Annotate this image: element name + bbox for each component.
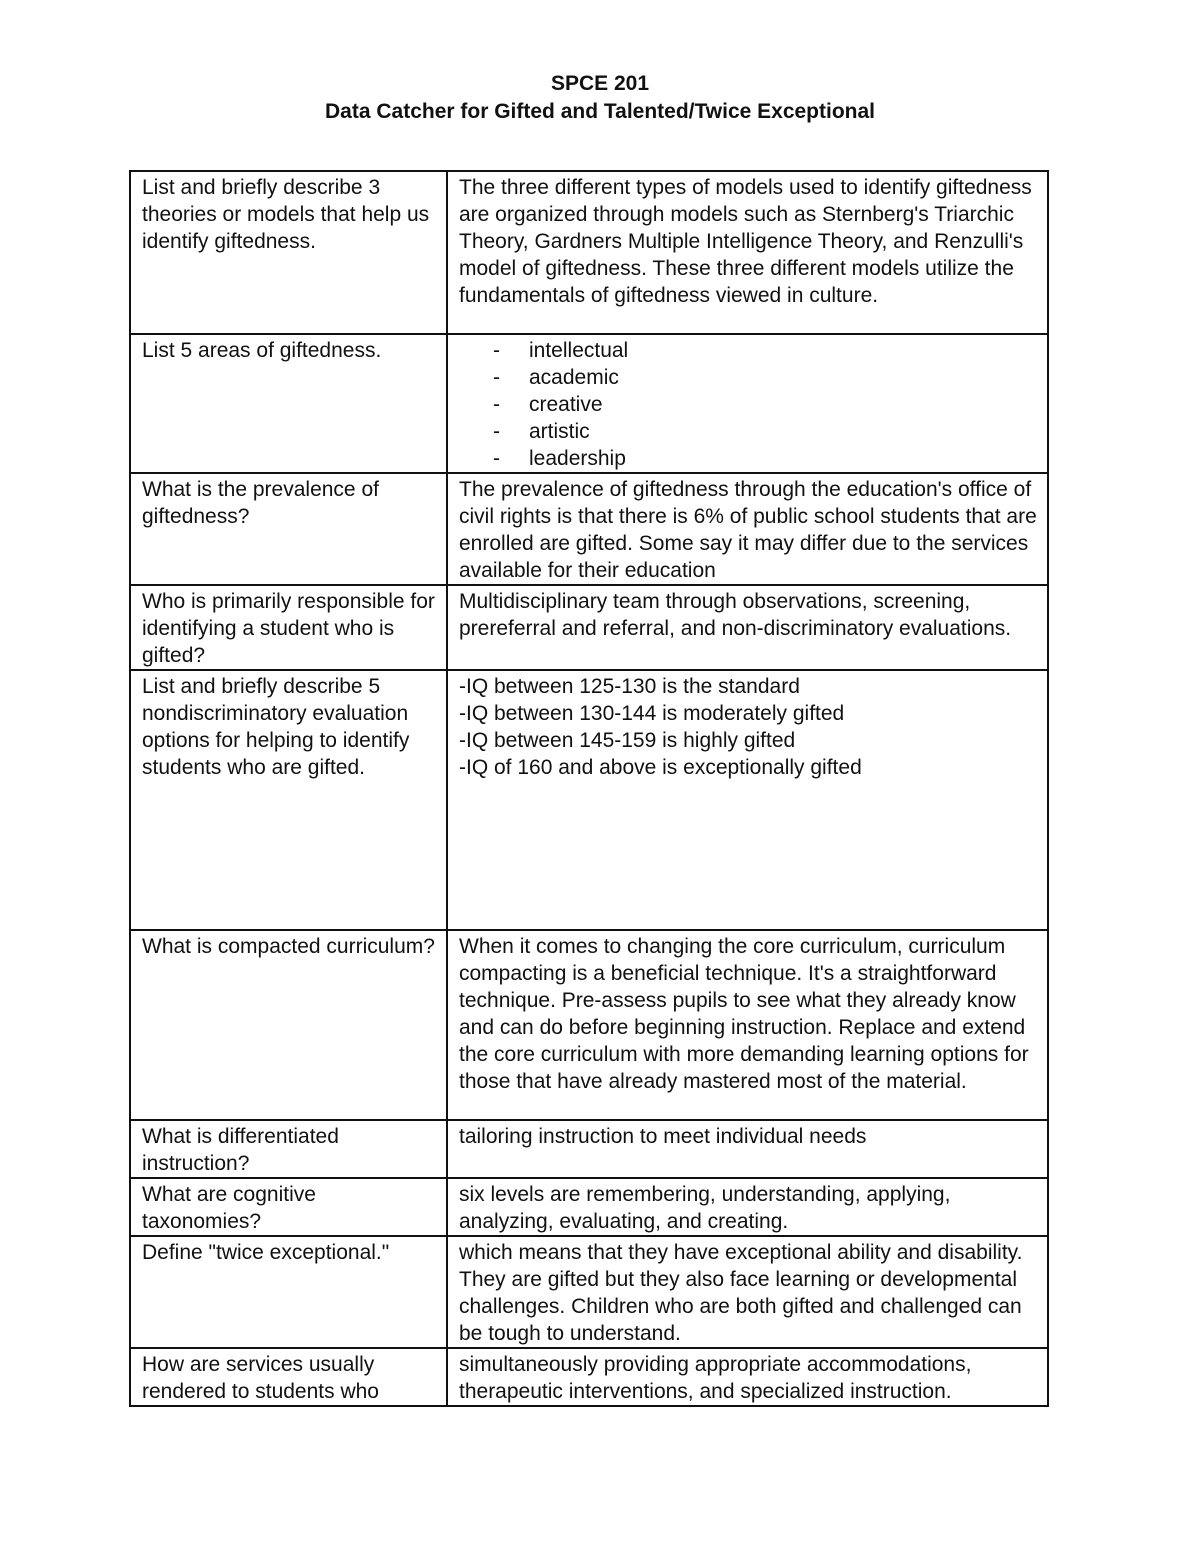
list-item: - creative	[493, 391, 1037, 418]
iq-range-line: -IQ between 145-159 is highly gifted	[459, 729, 796, 752]
list-item: - academic	[493, 364, 1037, 391]
table-row	[130, 171, 1048, 334]
answer-cell	[447, 670, 1048, 930]
question-cell: Who is primarily responsible for identifying a student who is gifted?	[130, 585, 447, 670]
table-row	[130, 1120, 1048, 1178]
document-header	[0, 70, 1200, 126]
answer-cell: simultaneously providing appropriate accommodations, therapeutic interventions, and specialized instruction.	[447, 1348, 1048, 1406]
answer-cell: The three different types of models used to identify giftedness are organized through models such as Sternberg's Triarchic Theory, Gardners Multiple Intelligence Theory, and Renzulli's model of giftedness. These three different models utilize the fundamentals of giftedness viewed in culture.	[447, 171, 1048, 334]
answer-cell: six levels are remembering, understanding, applying, analyzing, evaluating, and creating.	[447, 1178, 1048, 1236]
answer-cell: tailoring instruction to meet individual needs	[447, 1120, 1048, 1178]
answer-cell: When it comes to changing the core curriculum, curriculum compacting is a beneficial technique. It's a straightforward technique. Pre-assess pupils to see what they already know and can do before beginning instruction. Replace and extend the core curriculum with more demanding learning options for those that have already mastered most of the material.	[447, 930, 1048, 1120]
question-cell: What is compacted curriculum?	[130, 930, 447, 1120]
list-item: - leadership	[493, 445, 1037, 472]
answer-cell: Multidisciplinary team through observations, screening, prereferral and referral, and non-discriminatory evaluations.	[447, 585, 1048, 670]
course-code: SPCE 201	[550, 72, 650, 95]
list-item: - intellectual	[493, 337, 1037, 364]
question-cell: List 5 areas of giftedness.	[130, 334, 447, 473]
answer-cell	[447, 334, 1048, 473]
giftedness-areas-list	[459, 337, 1037, 472]
table-row	[130, 670, 1048, 930]
question-cell: What are cognitive taxonomies?	[130, 1178, 447, 1236]
question-cell: How are services usually rendered to students who	[130, 1348, 447, 1406]
table-row	[130, 1236, 1048, 1348]
answer-cell: which means that they have exceptional ability and disability. They are gifted but they also face learning or developmental challenges. Children who are both gifted and challenged can be tough to understand.	[447, 1236, 1048, 1348]
table-row	[130, 1348, 1048, 1406]
iq-range-line: -IQ between 130-144 is moderately gifted	[459, 702, 845, 725]
iq-range-line: -IQ of 160 and above is exceptionally gifted	[459, 756, 862, 779]
table-row	[130, 930, 1048, 1120]
question-cell: List and briefly describe 5 nondiscriminatory evaluation options for helping to identify students who are gifted.	[130, 670, 447, 930]
table-row	[130, 585, 1048, 670]
question-cell: What is differentiated instruction?	[130, 1120, 447, 1178]
list-item: - artistic	[493, 418, 1037, 445]
data-catcher-table	[129, 170, 1049, 1407]
answer-cell: The prevalence of giftedness through the education's office of civil rights is that there is 6% of public school students that are enrolled are gifted. Some say it may differ due to the services available for their education	[447, 473, 1048, 585]
table-row	[130, 473, 1048, 585]
question-cell: Define "twice exceptional."	[130, 1236, 447, 1348]
question-cell: What is the prevalence of giftedness?	[130, 473, 447, 585]
table-row	[130, 1178, 1048, 1236]
table-row	[130, 334, 1048, 473]
iq-range-line: -IQ between 125-130 is the standard	[459, 675, 800, 698]
document-title: Data Catcher for Gifted and Talented/Twice Exceptional	[325, 100, 875, 123]
question-cell: List and briefly describe 3 theories or models that help us identify giftedness.	[130, 171, 447, 334]
